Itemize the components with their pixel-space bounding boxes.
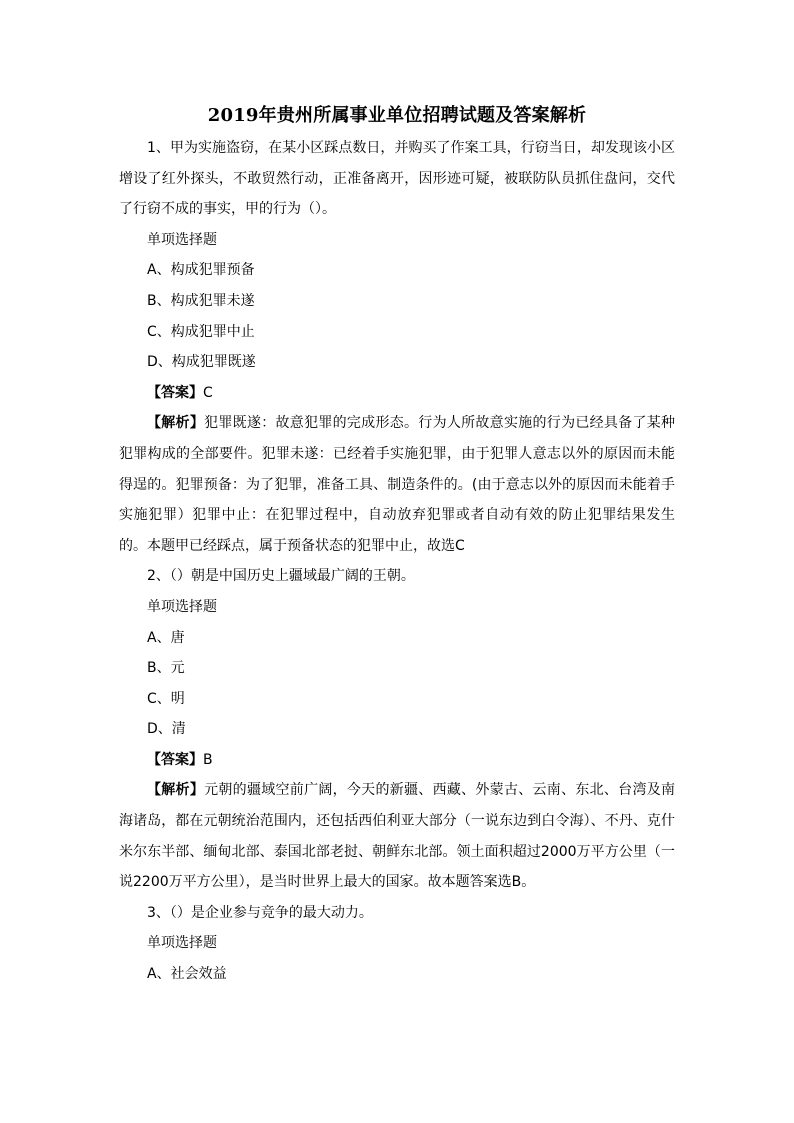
question-1 xyxy=(119,133,675,561)
option-b: B、元 xyxy=(147,660,185,677)
analysis-paragraph xyxy=(119,775,675,897)
question-type: 单项选择题 xyxy=(147,231,217,248)
answer-value: C xyxy=(203,384,213,401)
analysis-label: 【解析】 xyxy=(147,415,205,432)
answer-label: 【答案】 xyxy=(147,384,203,401)
document-title: 2019年贵州所属事业单位招聘试题及答案解析 xyxy=(207,105,587,126)
option-d: D、构成犯罪既遂 xyxy=(147,354,256,371)
question-3 xyxy=(119,898,675,990)
document-page xyxy=(119,99,675,990)
option-a: A、社会效益 xyxy=(147,966,227,983)
answer-line xyxy=(119,378,675,409)
analysis-text: 犯罪既遂：故意犯罪的完成形态。行为人所故意实施的行为已经具备了某种犯罪构成的全部要件。犯罪未遂：已经着手实施犯罪，由于犯罪人意志以外的原因而未能得逞的。犯罪预备：为了犯罪，准备工具、制造条件的。(由于意志以外的原因而未能着手实施犯罪）犯罪中止：在犯罪过程中，自动放弃犯罪或者自动有效的防止犯罪结果发生的。本题甲已经踩点，属于预备状态的犯罪中止，故选C xyxy=(119,415,676,554)
analysis-text: 元朝的疆域空前广阔，今天的新疆、西藏、外蒙古、云南、东北、台湾及南海诸岛，都在元朝统治范围内，还包括西伯利亚大部分（一说东边到白令海）、不丹、克什米尔东半部、缅甸北部、泰国北部老挝、朝鲜东北部。领土面积超过2000万平方公里（一说2200万平方公里），是当时世界上最大的国家。故本题答案选B。 xyxy=(119,782,676,891)
question-stem: 3、（）是企业参与竞争的最大动力。 xyxy=(147,904,373,921)
analysis-paragraph xyxy=(119,408,675,561)
option-c: C、构成犯罪中止 xyxy=(147,323,255,340)
analysis-label: 【解析】 xyxy=(147,782,205,799)
option-a: A、唐 xyxy=(147,629,185,646)
option-c: C、明 xyxy=(147,690,185,707)
question-stem: 1、甲为实施盗窃，在某小区踩点数日，并购买了作案工具，行窃当日，却发现该小区增设了红外探头，不敢贸然行动，正准备离开，因形迹可疑，被联防队员抓住盘问，交代了行窃不成的事实，甲的行为（）。 xyxy=(119,140,675,218)
answer-line xyxy=(119,745,675,776)
option-a: A、构成犯罪预备 xyxy=(147,262,255,279)
answer-label: 【答案】 xyxy=(147,751,203,768)
question-type: 单项选择题 xyxy=(147,598,217,615)
question-stem: 2、（）朝是中国历史上疆域最广阔的王朝。 xyxy=(147,568,415,585)
option-b: B、构成犯罪未遂 xyxy=(147,292,255,309)
option-d: D、清 xyxy=(147,721,186,738)
question-type: 单项选择题 xyxy=(147,935,217,952)
question-2 xyxy=(119,561,675,898)
answer-value: B xyxy=(203,751,213,768)
